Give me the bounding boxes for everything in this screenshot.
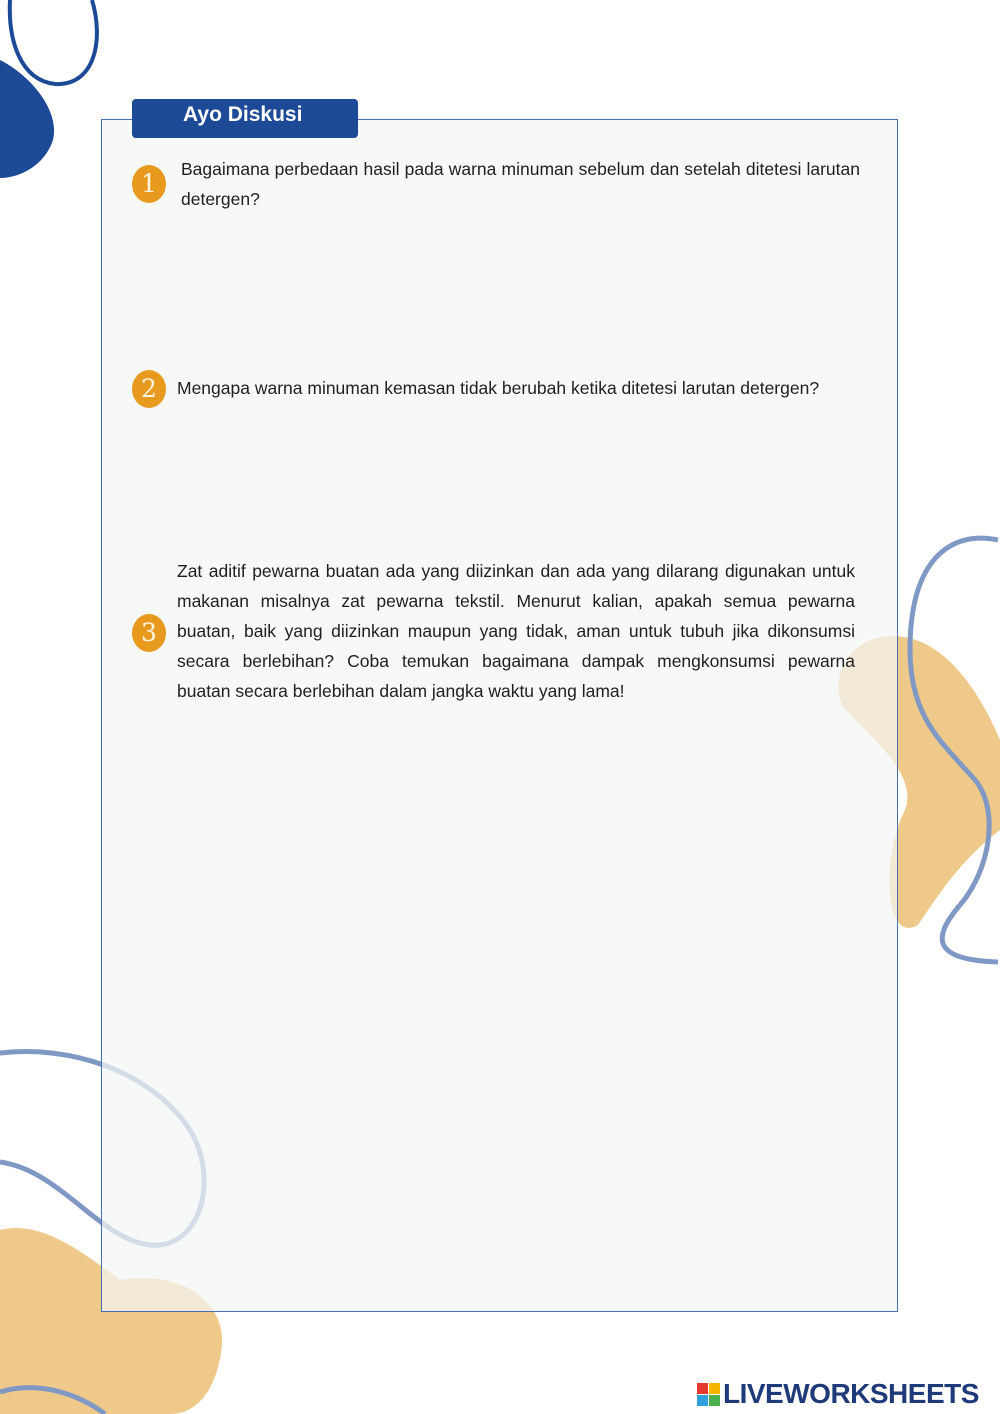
liveworksheets-brand-text: LIVEWORKSHEETS bbox=[723, 1378, 979, 1409]
question-number-1-badge: 1 bbox=[132, 165, 166, 203]
question-number-2-badge: 2 bbox=[132, 370, 166, 408]
question-number-3-badge: 3 bbox=[132, 614, 166, 652]
section-title: Ayo Diskusi bbox=[183, 103, 303, 126]
top-left-loop bbox=[10, 0, 97, 84]
question-1-text: Bagaimana perbedaan hasil pada warna minuman sebelum dan setelah ditetesi larutan detergen? bbox=[181, 159, 860, 209]
question-3-text: Zat aditif pewarna buatan ada yang diizinkan dan ada yang dilarang digunakan untuk makanan misalnya zat pewarna tekstil. Menurut kalian, apakah semua pewarna buatan, baik yang diizinkan maupun yang tidak, aman untuk tubuh jika dikonsumsi secara berlebihan? Coba temukan bagaimana dampak mengkonsumsi pewarna buatan secara berlebihan dalam jangka waktu yang lama! bbox=[177, 561, 855, 701]
section-title-tab bbox=[132, 99, 358, 138]
liveworksheets-logo bbox=[697, 1379, 979, 1409]
top-left-blob bbox=[0, 60, 54, 178]
discussion-panel bbox=[101, 119, 898, 1312]
question-2-text: Mengapa warna minuman kemasan tidak berubah ketika ditetesi larutan detergen? bbox=[177, 378, 820, 398]
liveworksheets-logo-icon bbox=[697, 1383, 720, 1406]
